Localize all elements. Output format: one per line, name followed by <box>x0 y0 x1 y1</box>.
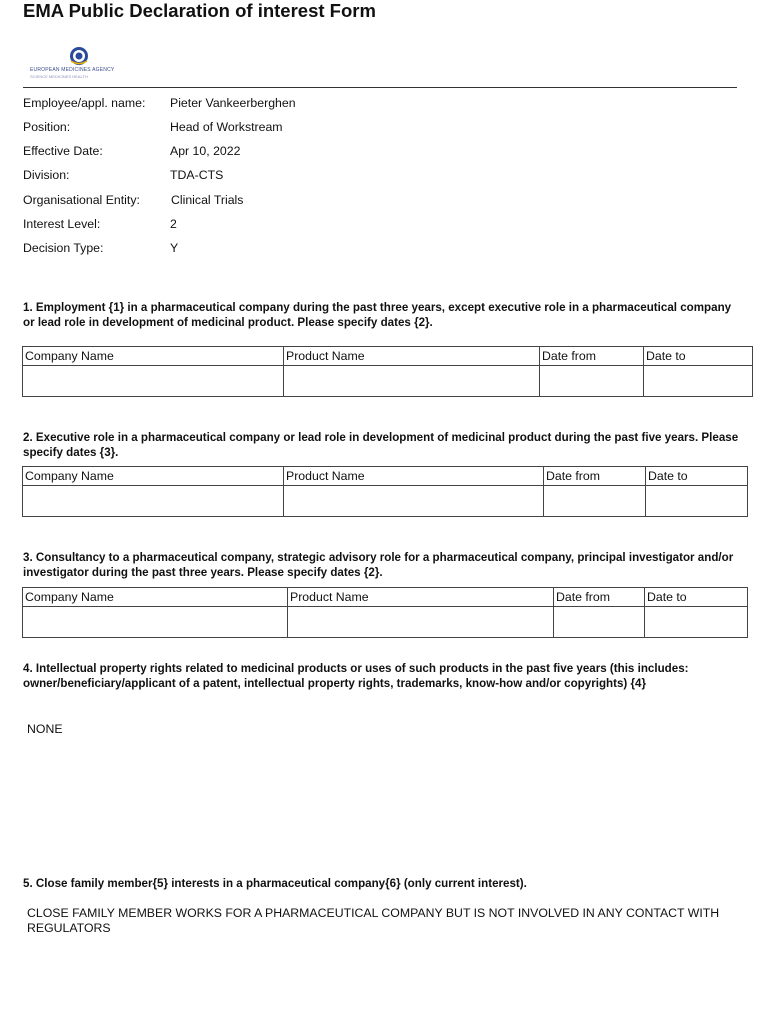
organisational-entity-value: Clinical Trials <box>171 193 244 207</box>
column-header-product: Product Name <box>284 347 540 366</box>
column-header-company: Company Name <box>23 347 284 366</box>
organisational-entity-label: Organisational Entity: <box>23 193 140 207</box>
column-header-company: Company Name <box>23 588 288 607</box>
section-4-heading: 4. Intellectual property rights related to medicinal products or uses of such products in the past five years (this includes: owner/beneficiary/applicant of a patent, intellectual property rights, trademarks, know-how and/or copyrights) {4} <box>23 662 689 690</box>
date-from-cell <box>540 366 644 397</box>
date-to-cell <box>645 607 748 638</box>
company-cell <box>23 366 284 397</box>
effective-date-label: Effective Date: <box>23 144 103 158</box>
product-cell <box>288 607 554 638</box>
column-header-product: Product Name <box>288 588 554 607</box>
company-cell <box>23 607 288 638</box>
section-5-answer: CLOSE FAMILY MEMBER WORKS FOR A PHARMACEUTICAL COMPANY BUT IS NOT INVOLVED IN ANY CONTACT WITH REGULATORS <box>27 906 720 935</box>
decision-type-value: Y <box>170 241 179 255</box>
position-value: Head of Workstream <box>170 120 283 134</box>
date-to-cell <box>646 486 748 517</box>
date-from-cell <box>544 486 646 517</box>
date-to-cell <box>644 366 753 397</box>
header-divider <box>23 87 737 88</box>
date-from-cell <box>554 607 645 638</box>
section-1-table <box>22 346 753 397</box>
section-2-table <box>22 466 748 517</box>
division-label: Division: <box>23 168 70 182</box>
section-2-heading: 2. Executive role in a pharmaceutical company or lead role in development of medicinal product during the past five years. Please specify dates {3}. <box>23 431 739 459</box>
section-1-heading: 1. Employment {1} in a pharmaceutical company during the past three years, except executive role in a pharmaceutical company or lead role in development of medicinal product. Please specify dates {2}. <box>23 301 732 329</box>
column-header-date-to: Date to <box>644 347 753 366</box>
column-header-date-from: Date from <box>554 588 645 607</box>
logo-name: EUROPEAN MEDICINES AGENCY <box>30 67 115 73</box>
page-title: EMA Public Declaration of interest Form <box>23 0 376 21</box>
decision-type-label: Decision Type: <box>23 241 104 255</box>
section-3-table <box>22 587 748 638</box>
column-header-date-to: Date to <box>646 467 748 486</box>
section-5-heading: 5. Close family member{5} interests in a pharmaceutical company{6} (only current interest). <box>23 877 527 890</box>
effective-date-value: Apr 10, 2022 <box>170 144 241 158</box>
employee-name-label: Employee/appl. name: <box>23 96 146 110</box>
interest-level-label: Interest Level: <box>23 217 101 231</box>
employee-name-value: Pieter Vankeerberghen <box>170 96 296 110</box>
company-cell <box>23 486 284 517</box>
product-cell <box>284 366 540 397</box>
column-header-date-to: Date to <box>645 588 748 607</box>
position-label: Position: <box>23 120 71 134</box>
logo-subtitle: SCIENCE MEDICINES HEALTH <box>30 74 88 79</box>
column-header-company: Company Name <box>23 467 284 486</box>
section-3-heading: 3. Consultancy to a pharmaceutical company, strategic advisory role for a pharmaceutical company, principal investigator and/or investigator during the past three years. Please specify dates {2}. <box>23 551 734 579</box>
column-header-product: Product Name <box>284 467 544 486</box>
column-header-date-from: Date from <box>540 347 644 366</box>
interest-level-value: 2 <box>170 217 177 231</box>
section-4-answer: NONE <box>27 722 63 736</box>
division-value: TDA-CTS <box>170 168 224 182</box>
column-header-date-from: Date from <box>544 467 646 486</box>
product-cell <box>284 486 544 517</box>
